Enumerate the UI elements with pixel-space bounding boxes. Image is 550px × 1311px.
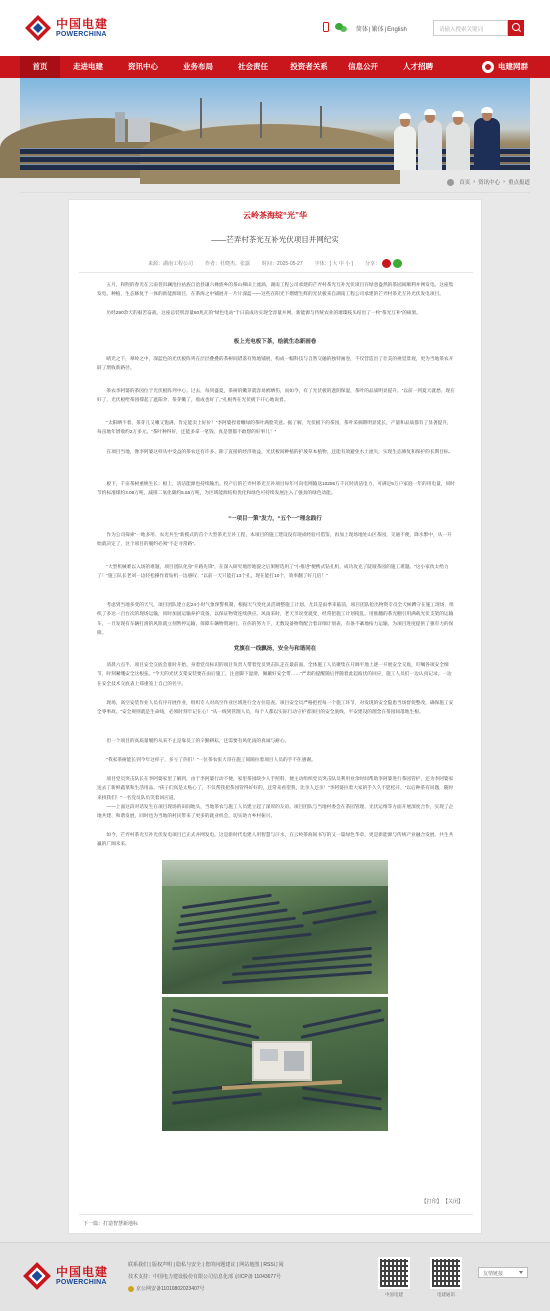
article-paragraph: 现场，高空安装作业人员有序开展作业，组织专人对高空作业区域进行全方位巡查。项目安全员严格把控每一个施工环节，对发现的安全隐患当场督促整改，确保施工安全零事故。“安全规则就是生命线，必须时刻牢记在心！”从一线到管理人员，每个人都以实际行动守护着项目的安全底线，平安建设的理念在茶园间落地生根。 — [97, 700, 454, 715]
logo-cn-text: 中国电建 — [56, 16, 109, 31]
home-icon — [447, 179, 454, 186]
footer-logo-en: POWERCHINA — [56, 1278, 107, 1286]
footer-logo-cn: 中国电建 — [56, 1264, 109, 1279]
article-title: 云岭茶海绽“光”华 — [243, 211, 307, 220]
nav-network[interactable]: 电建网群 — [498, 62, 528, 71]
globe-icon — [482, 61, 494, 73]
footer-logo[interactable] — [22, 1261, 108, 1291]
article-paragraph: 清晨六点半，项目安全交底会准时开始。身着党员标识的项目负责人带着党员突击队走在最前面，全体施工人员聚集在开阔平地上逐一开展安全交底，叮嘱各项安全细节，时刻紧绷安全这根弦。“今天的光伏支架安装要在雨后施工，注意脚下湿滑，佩戴好安全带……”严肃的提醒随后伴随着此起彼伏的回应，施工人员们一边认真记录，一边在安全技术交底表上郑重签上自己的名字。 — [97, 662, 452, 686]
qr-caption-1: 中国电建 — [385, 1292, 403, 1297]
article-paragraph: 如今，芒弄村茶光互补光伏发电项目已正式并网发电。这是新时代电建人用智慧与汗水，在云岭茶海间书写的又一篇绿色华章，更是新能源与传统产业融合发展、共生共赢的广阔未来。 — [97, 832, 454, 847]
section-heading: “一项目一策”发力，“五个一”理念践行 — [228, 516, 322, 522]
footer-nav-links[interactable]: 联系我们 | 版权声明 | 隐私与安全 | 您的问题建议 | 网站地图 | RSS订阅 — [128, 1262, 284, 1268]
lang-english[interactable]: English — [387, 27, 407, 33]
nav-home[interactable]: 首页 — [20, 56, 60, 78]
section-heading: 板上光电板下茶，绘就生态新画卷 — [233, 339, 317, 345]
nav-business[interactable]: 业务布局 — [183, 62, 213, 71]
article-paragraph: 项目党员突击队长在李阿婆家里了解到，由于李阿婆行动不便，家里茶园缺少人手照料，便主动组织党员突击队员利用业余时间帮助李阿婆进行茶园管护，还为李阿婆家送去了新鲜蔬菜和生活用品。“孩子们真是太贴心了，不仅帮我把茶园管得好好的，还常来看望我，比亲人还亲！”李阿婆拉着大家的手久久不愿松开，“以后种茶有问题，随时来找我们！”一名党员队员笑着回应道。 — [97, 776, 454, 800]
article-paragraph: “大型机械难以入场的难题，项目团队化身“开路先锋”，在深入研究地形地貌之后果断选用了“小推进”便携式钻孔机，成功攻克了陡坡茶园的施工难题。“这小家伙太给力了！”施工队长老刘一边轻松操作着钻机一边感叹：“以前一天只能打13个孔，现在能打10个，效率翻了好几倍！” — [97, 564, 449, 579]
search-input[interactable]: 请输入搜索关键词 — [433, 20, 508, 36]
mobile-icon[interactable] — [323, 22, 329, 32]
footer-links — [128, 1259, 284, 1295]
article-paragraph: 在项目当地，像李阿婆这样从中受益的茶农还有许多。除了直接的经济收益，光伏板间种植的护坡草本植物，还能有效避免水土流失，实现生态修复和保护的长期目标。 — [106, 449, 454, 454]
lang-simplified[interactable]: 简体 — [356, 27, 369, 33]
article-paragraph: ——上面这段对话发生在项目现场的田间地头，当地茶农与施工人员建立起了深厚的友谊。项目团队与当地村委会在茶园管理、光伏运维等方面开展深度合作，实现了企地共建、和谐发展，同时也为当地的村民带来了更多的就业机会，切实助力乡村振兴。 — [97, 804, 454, 819]
language-switch: 简体|繁体|English — [356, 27, 407, 33]
powerchina-logo[interactable] — [24, 14, 108, 42]
article-date: 时间：2025-05-27 — [262, 261, 303, 267]
article-paragraph: 五月，和煦的春光在云南普洱澜沧拉祜族自治县谦六彝族乡的茶山梯田上流淌，湖南工程公司承建的芒弄村茶光互补光伏项目在绿意盎然的茶园间顺利并网发电。这座集发电、种植、生态修复于一体的新能源项目，在茶海之中铺展开一片片深蓝——这些在阳光下熠熠生辉的光伏板来自湖南工程公司承建的芒弄村茶光互补光伏发电项目。 — [97, 282, 454, 297]
solar-farm-photo — [162, 860, 388, 994]
weibo-icon[interactable] — [382, 259, 391, 268]
footer-beian[interactable]: 京公网安备11010802023407号 — [136, 1286, 205, 1292]
nav-about[interactable]: 走进电建 — [73, 62, 103, 71]
close-button[interactable]: 【关闭】 — [442, 1199, 463, 1205]
article-paragraph: 作为公司探索“一地多用、农光共生”新模式的首个大型茶光互补工程，本项目的施工建设没有现成经验可借鉴，再加上现场地处山区茶园，交通不便，降水繁中，从一开始就决定了，这个项目的履约必须“不走寻常路”。 — [97, 532, 452, 547]
section-heading: 党旗在一线飘扬，安全与和谐同在 — [233, 646, 317, 652]
lang-traditional[interactable]: 繁体 — [371, 27, 384, 33]
nav-news[interactable]: 资讯中心 — [128, 62, 158, 71]
article-paragraph: 历经290余天的艰苦奋战，这座总装机容量60兆瓦的“绿色电站”于日前成功实现全容量并网，新能源与传统农业的璀璨枝头结出了一枚“茶光互补”的硕果。 — [106, 310, 421, 315]
nav-disclosure[interactable]: 信息公开 — [348, 62, 378, 71]
article-paragraph: “我家茶树能长到今年这样子，多亏了你们！”一位茶农张大哥在施工间隙拉着项目人员的手不住感谢。 — [106, 757, 316, 762]
article-source: 来源：湖南工程公司 — [148, 261, 194, 267]
logo-en-text: POWERCHINA — [56, 30, 107, 38]
qr-code-powerchina — [378, 1257, 410, 1289]
powerchina-logo-mark-icon — [24, 14, 52, 42]
nav-responsibility[interactable]: 社会责任 — [238, 62, 268, 71]
print-button[interactable]: 【打印】 — [421, 1199, 442, 1205]
top-header — [0, 0, 550, 56]
qr-caption-2: 电建通讯 — [437, 1292, 455, 1297]
breadcrumb-home[interactable]: 首页 — [459, 180, 471, 186]
nav-investors[interactable]: 投资者关系 — [290, 62, 328, 71]
divider — [20, 192, 530, 193]
wechat-icon[interactable] — [335, 23, 347, 32]
next-article-link[interactable]: 下一篇：打造智慧新地标 — [83, 1221, 139, 1227]
article-paragraph: 考虑到当地多变的天气，项目团队建立起24小时气象预警机制，根据天气变化灵活调整施工计划。尤其是雨季来临前，项目团队抢出物资专员全天候蹲守在施工现场，组织了多达一百台次的现场运输，同时加固运输养护设备，以保证物资连续供应。风雨来时，老天爷说变就变，经常把施工计划搅乱。用推翻的茶光棚引用满载光伏支架的运输车，一旦发现有车辆打滑的风险就立刻暂停运输，保障车辆物资通行。在你的努力下，无数设备物资配合着详细计划表，有条不紊地按力运输，为项目进度提供了强有力的保障。 — [97, 602, 454, 636]
footer-support: 技术支持：中国电力建设股份有限公司信息化部 京ICP备 11043677号 — [128, 1274, 281, 1280]
breadcrumb: 首页 › 资讯中心 › 重点报道 — [447, 178, 530, 186]
article-paragraph: 茶农李阿婆的茶园位于光伏板阵列中心。过去，每到盛夏，茶树的嫩芽就容易被晒伤，而如今，有了光伏板的遮阴保湿，茶叶的品质明显提升。“以前一到夏天就愁，现在好了，光伏板给茶园撑起了遮阳伞，茶芽嫩了，收成也好了。”孔根秀在光伏板下开心地说着。 — [97, 388, 455, 403]
hero-banner — [20, 78, 530, 170]
article-paragraph: 晴光之下，翠岭之中，深蓝色的光伏板阵列在层层叠叠的茶树间错落有致地铺展，构成一幅科技与自然交融的独特画卷，不仅营造出了壮美的视觉景观，更为当地茶农开辟了增收新路径。 — [97, 356, 454, 371]
footer — [0, 1242, 550, 1311]
substation-photo — [162, 997, 388, 1131]
police-badge-icon — [128, 1286, 134, 1292]
article-subtitle: ——芒弄村茶光互补光伏项目并网纪实 — [211, 235, 339, 244]
font-size-control[interactable]: 字体：[ 大 中 小 ] — [314, 261, 353, 267]
breadcrumb-news[interactable]: 资讯中心 — [478, 180, 501, 186]
breadcrumb-featured[interactable]: 重点报道 — [507, 180, 530, 186]
qr-code-newsletter — [430, 1257, 462, 1289]
friend-links-select[interactable]: 友情链接 — [478, 1267, 528, 1278]
article-card — [68, 199, 482, 1234]
nav-careers[interactable]: 人才招聘 — [403, 62, 433, 71]
article-meta — [69, 259, 481, 268]
article-paragraph: “太阳晒不着，茶芽儿又嫩又饱满，肯定能卖上好价！”李阿婆捏着嫩绿的茶叶满脸笑意。据了解，光伏板下的茶园，茶叶采摘期明显延长，产量和品质都有了显著提升，每亩地年增收约2万多元。“茶叶种得好，还能多拿一笔钱，真是想都不敢想的好事儿！” — [97, 420, 452, 435]
wechat-share-icon[interactable] — [393, 259, 402, 268]
article-paragraph: 但一个项目的高质量履约从来不止是靠员工的辛勤耕耘，还需要有风化雨的真诚与耐心。 — [106, 738, 290, 743]
main-nav — [0, 56, 550, 78]
share-label: 分享： — [364, 260, 380, 267]
article-paragraph: 板下，千亩茶树重焕生长；板上，清洁能源也持续输出。投产后的芒弄村茶光互补项目每年可向电网输送10256万千瓦时清洁电力，可满足5万户家庭一年的用电量，同时节约标准煤约3.08万吨，减排二氧化碳约5.55万吨，为区域能源结构优化和绿色可持续发展注入了强劲的绿色动能。 — [97, 481, 455, 496]
search-button[interactable] — [508, 20, 524, 36]
article-author: 作者：杜晓杰、张露 — [205, 261, 251, 267]
footer-logo-mark-icon — [22, 1261, 52, 1291]
